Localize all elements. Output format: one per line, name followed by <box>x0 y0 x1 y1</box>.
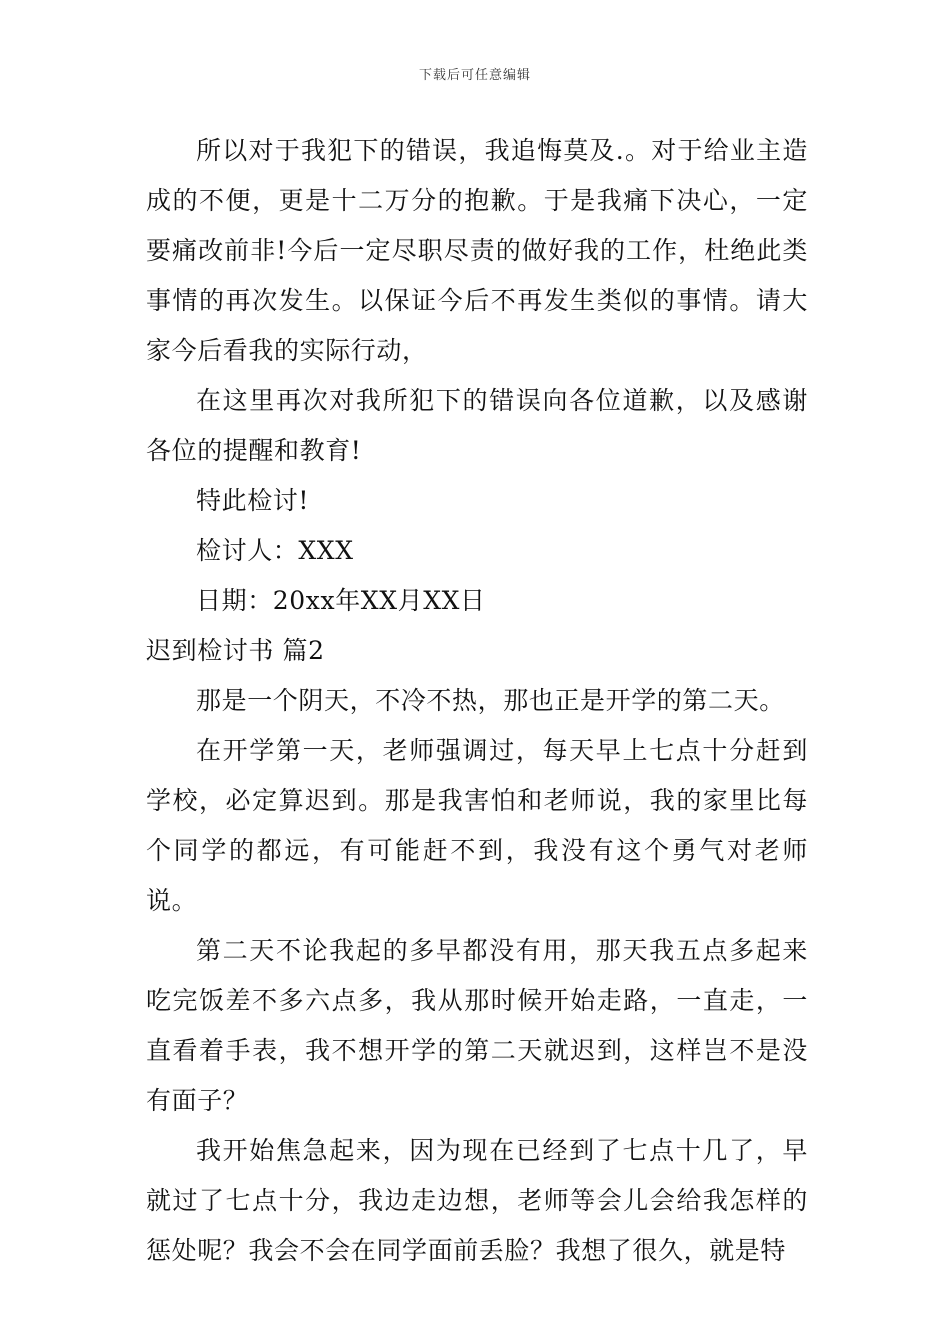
page-header: 下载后可任意编辑 <box>418 68 531 83</box>
paragraph-thanks: 在这里再次对我所犯下的错误向各位道歉，以及感谢各位的提醒和教育! <box>146 386 808 465</box>
paragraph-signer: 检讨人：XXX <box>196 536 354 565</box>
paragraph-date: 日期：20xx年XX月XX日 <box>196 586 486 615</box>
paragraph-apology: 所以对于我犯下的错误，我追悔莫及.。对于给业主造成的不便，更是十二万分的抱歉。于是我痛下决心，一定要痛改前非!今后一定尽职尽责的做好我的工作，杜绝此类事情的再次发生。以保证今后不再发生类似的事情。请大家今后看我的实际行动， <box>146 136 808 365</box>
document-body <box>146 126 808 1276</box>
paragraph-second-day: 第二天不论我起的多早都没有用，那天我五点多起来吃完饭差不多六点多，我从那时候开始走路，一直走，一直看着手表，我不想开学的第二天就迟到，这样岂不是没有面子？ <box>146 936 808 1115</box>
paragraph-anxious: 我开始焦急起来，因为现在已经到了七点十几了，早就过了七点十分，我边走边想，老师等会儿会给我怎样的惩处呢？我会不会在同学面前丢脸？我想了很久，就是特 <box>146 1136 808 1265</box>
paragraph-first-day: 在开学第一天，老师强调过，每天早上七点十分赶到学校，必定算迟到。那是我害怕和老师说，我的家里比每个同学的都远，有可能赶不到，我没有这个勇气对老师说。 <box>146 736 808 915</box>
paragraph-weather: 那是一个阴天，不冷不热，那也正是开学的第二天。 <box>196 686 785 715</box>
paragraph-closing: 特此检讨! <box>196 486 310 515</box>
section-title: 迟到检讨书 篇2 <box>146 636 325 665</box>
